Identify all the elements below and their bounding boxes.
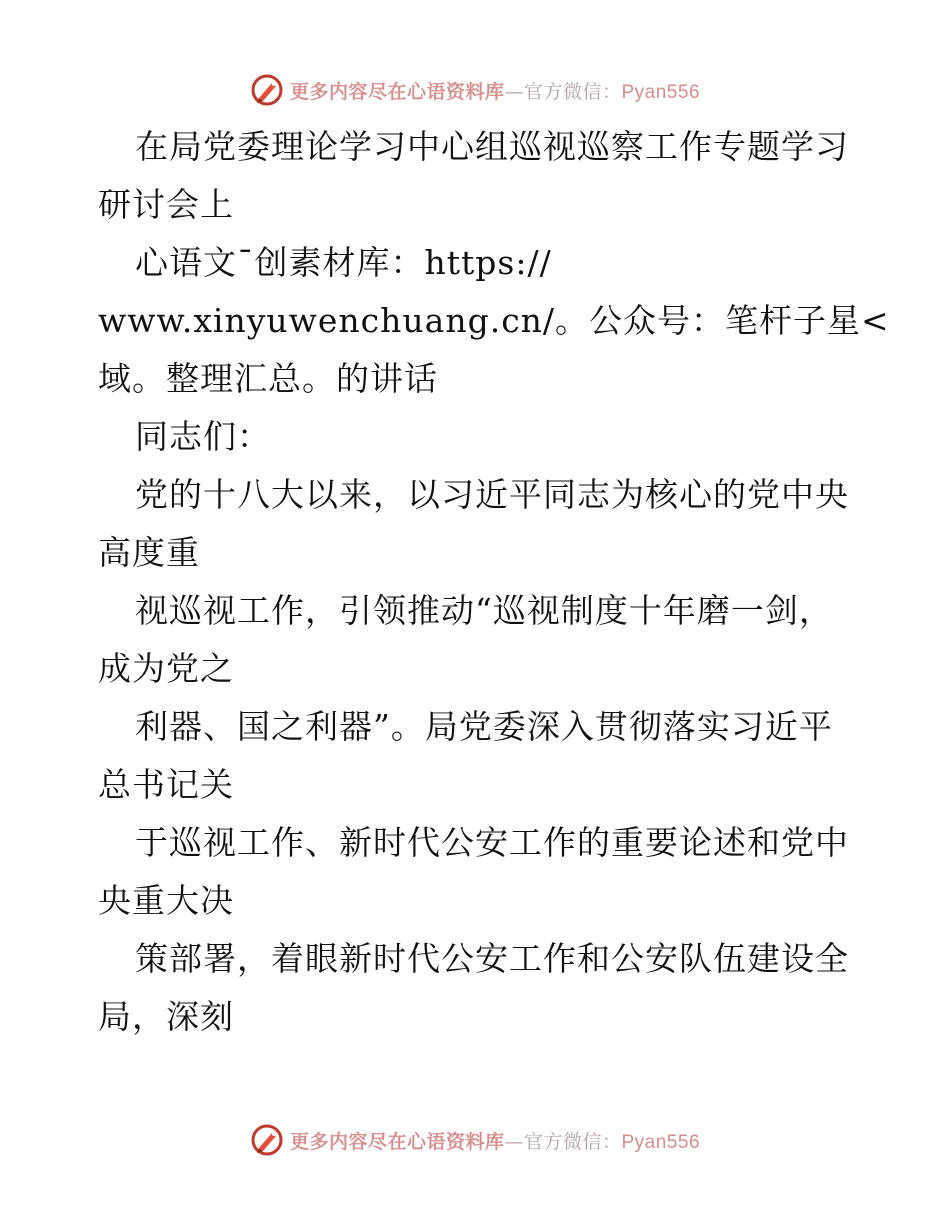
header-banner	[0, 70, 950, 110]
text-line: 成为党之	[98, 649, 234, 688]
footer-wechat-label: 官方微信：	[523, 1130, 622, 1153]
text-line: 视巡视工作，引领推动“巡视制度十年磨一剑，	[135, 591, 833, 630]
pen-logo-icon	[250, 1123, 284, 1157]
footer-banner-slogan: 更多内容尽在心语资料库	[289, 1130, 505, 1153]
header-banner-slogan: 更多内容尽在心语资料库	[289, 80, 505, 103]
text-line: 研讨会上	[98, 185, 234, 224]
text-line: 局，深刻	[98, 997, 234, 1036]
footer-banner-text	[290, 1127, 700, 1154]
text-line: 在局党委理论学习中心组巡视巡察工作专题学习	[135, 127, 849, 166]
text-line: 利器、国之利器”。局党委深入贯彻落实习近平	[135, 707, 833, 746]
text-line: 高度重	[98, 533, 200, 572]
text-line: 央重大决	[98, 881, 234, 920]
text-line: 心语文¯创素材库：https://	[135, 243, 552, 282]
text-line: 域。整理汇总。的讲话	[98, 359, 438, 398]
text-line: 同志们：	[135, 417, 271, 456]
footer-wechat-id: Pyan556	[621, 1131, 701, 1153]
pen-logo-icon	[250, 73, 284, 107]
text-line: 于巡视工作、新时代公安工作的重要论述和党中	[135, 823, 849, 862]
header-banner-dash: —	[504, 80, 524, 103]
footer-banner-dash: —	[504, 1130, 524, 1153]
text-line: 总书记关	[98, 765, 234, 804]
document-body	[98, 118, 898, 1046]
header-wechat-label: 官方微信：	[523, 80, 622, 103]
text-line: 党的十八大以来，以习近平同志为核心的党中央	[135, 475, 849, 514]
text-line: www.xinyuwenchuang.cn/。公众号：笔杆子星<	[98, 301, 890, 340]
header-banner-text	[290, 77, 700, 104]
footer-banner	[0, 1120, 950, 1160]
text-line: 策部署，着眼新时代公安工作和公安队伍建设全	[135, 939, 849, 978]
header-wechat-id: Pyan556	[621, 81, 701, 103]
